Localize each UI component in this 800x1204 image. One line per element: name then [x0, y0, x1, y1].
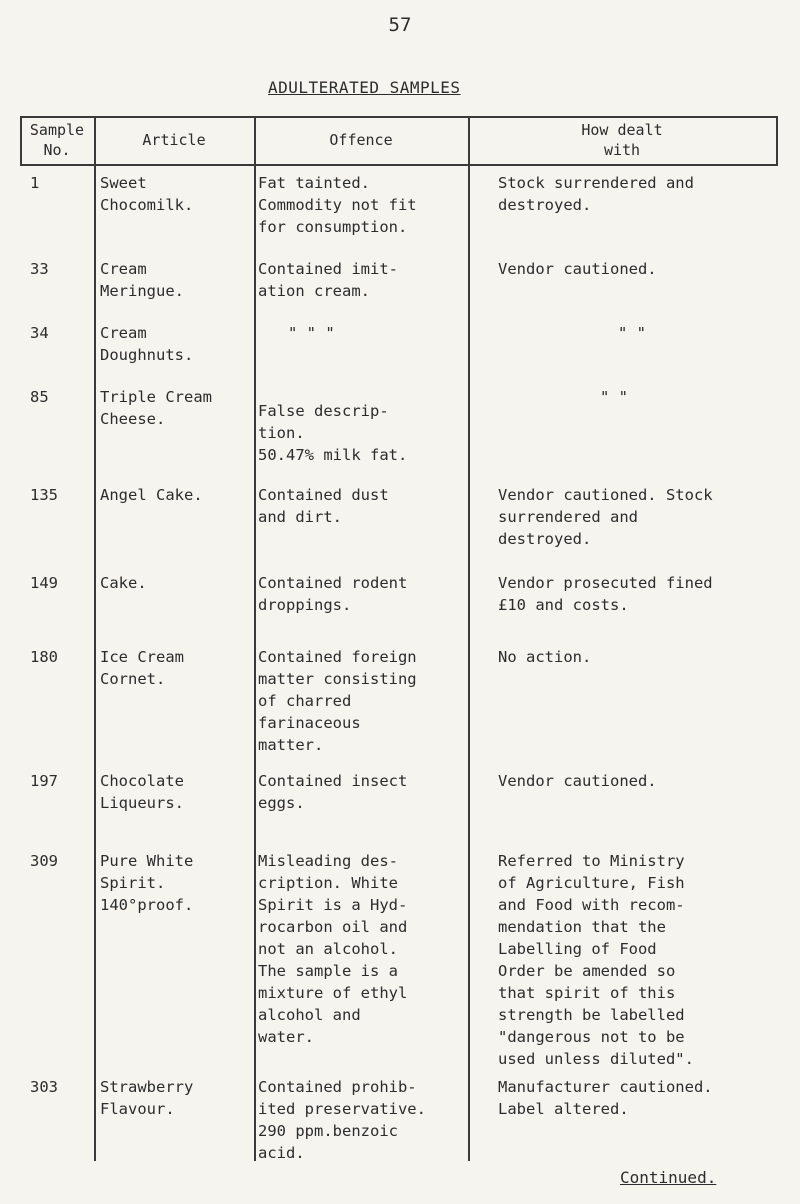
sample-number: 1	[30, 174, 40, 192]
article-cell: Chocolate Liqueurs.	[100, 772, 184, 812]
offence-cell: Contained prohib- ited preservative. 290 ppm.benzoic acid.	[258, 1078, 426, 1162]
offence-cell: Contained insect eggs.	[258, 772, 408, 812]
column-divider-3	[468, 116, 470, 1161]
document-title: ADULTERATED SAMPLES	[268, 78, 461, 97]
how-dealt-cell: Vendor cautioned.	[498, 260, 657, 278]
how-dealt-cell: No action.	[498, 648, 592, 666]
offence-cell: " " "	[288, 324, 335, 342]
how-dealt-cell: " "	[600, 388, 628, 406]
how-dealt-cell: Manufacturer cautioned. Label altered.	[498, 1078, 713, 1118]
article-cell: Cream Meringue.	[100, 260, 184, 300]
article-cell: Angel Cake.	[100, 486, 203, 504]
offence-cell: Contained foreign matter consisting of charred farinaceous matter.	[258, 648, 417, 754]
how-dealt-cell: Vendor cautioned.	[498, 772, 657, 790]
offence-cell: False descrip- tion. 50.47% milk fat.	[258, 402, 408, 464]
article-cell: Cake.	[100, 574, 147, 592]
sample-number: 135	[30, 486, 58, 504]
sample-number: 149	[30, 574, 58, 592]
article-cell: Sweet Chocomilk.	[100, 174, 194, 214]
header-offence: Offence	[329, 131, 393, 149]
article-cell: Triple Cream Cheese.	[100, 388, 212, 428]
article-cell: Strawberry Flavour.	[100, 1078, 194, 1118]
sample-number: 34	[30, 324, 49, 342]
continued-note: Continued.	[620, 1168, 717, 1187]
adulterated-samples-table	[20, 116, 778, 1161]
page-number: 57	[388, 14, 412, 36]
article-cell: Pure White Spirit. 140°proof.	[100, 852, 194, 914]
how-dealt-cell: Referred to Ministry of Agriculture, Fish and Food with recom- mendation that the Labelling of Food Order be amended so that spirit of this strength be labelled "dangerous not to be used unless diluted".	[498, 852, 694, 1068]
sample-number: 309	[30, 852, 58, 870]
sample-number: 303	[30, 1078, 58, 1096]
article-cell: Cream Doughnuts.	[100, 324, 194, 364]
article-cell: Ice Cream Cornet.	[100, 648, 184, 688]
sample-number: 180	[30, 648, 58, 666]
offence-cell: Contained rodent droppings.	[258, 574, 408, 614]
how-dealt-cell: Vendor cautioned. Stock surrendered and destroyed.	[498, 486, 713, 548]
sample-number: 85	[30, 388, 49, 406]
sample-number: 33	[30, 260, 49, 278]
header-article: Article	[142, 131, 206, 149]
header-rule	[20, 164, 778, 166]
header-sample-no: Sample No.	[29, 121, 85, 159]
column-divider-2	[254, 116, 256, 1161]
offence-cell: Contained dust and dirt.	[258, 486, 389, 526]
offence-cell: Contained imit- ation cream.	[258, 260, 398, 300]
offence-cell: Fat tainted. Commodity not fit for consumption.	[258, 174, 417, 236]
sample-number: 197	[30, 772, 58, 790]
how-dealt-cell: " "	[618, 324, 646, 342]
right-border	[776, 116, 778, 164]
offence-cell: Misleading des- cription. White Spirit is a Hyd- rocarbon oil and not an alcohol. The sample is a mixture of ethyl alcohol and water.	[258, 852, 408, 1046]
how-dealt-cell: Stock surrendered and destroyed.	[498, 174, 694, 214]
how-dealt-cell: Vendor prosecuted fined £10 and costs.	[498, 574, 713, 614]
header-how-dealt: How dealt with	[581, 121, 663, 159]
